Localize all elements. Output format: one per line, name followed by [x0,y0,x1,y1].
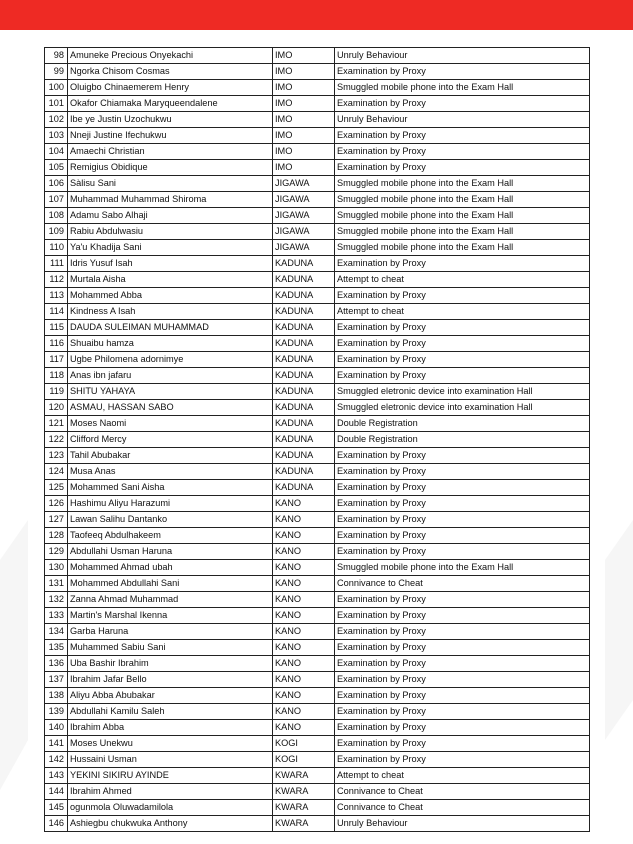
offence-cell: Examination by Proxy [335,528,590,544]
offence-cell: Examination by Proxy [335,448,590,464]
table-row [45,720,590,736]
state-cell: IMO [273,80,335,96]
table-row [45,320,590,336]
candidate-name-cell: Garba Haruna [68,624,273,640]
serial-number-cell: 104 [45,144,68,160]
offence-cell: Attempt to cheat [335,304,590,320]
serial-number-cell: 143 [45,768,68,784]
state-cell: KADUNA [273,368,335,384]
serial-number-cell: 105 [45,160,68,176]
offence-cell: Examination by Proxy [335,464,590,480]
candidate-name-cell: YEKINI SIKIRU AYINDE [68,768,273,784]
state-cell: IMO [273,64,335,80]
candidate-name-cell: Hashimu Aliyu Harazumi [68,496,273,512]
serial-number-cell: 126 [45,496,68,512]
serial-number-cell: 99 [45,64,68,80]
state-cell: IMO [273,48,335,64]
state-cell: JIGAWA [273,176,335,192]
offence-cell: Smuggled mobile phone into the Exam Hall [335,240,590,256]
serial-number-cell: 124 [45,464,68,480]
header-bar [0,0,633,30]
table-row [45,224,590,240]
offence-cell: Examination by Proxy [335,688,590,704]
state-cell: KWARA [273,784,335,800]
candidate-name-cell: Ngorka Chisom Cosmas [68,64,273,80]
offence-cell: Examination by Proxy [335,480,590,496]
table-row [45,496,590,512]
serial-number-cell: 116 [45,336,68,352]
candidate-name-cell: Clifford Mercy [68,432,273,448]
serial-number-cell: 123 [45,448,68,464]
offence-cell: Examination by Proxy [335,368,590,384]
offence-cell: Attempt to cheat [335,272,590,288]
candidate-name-cell: Idris Yusuf Isah [68,256,273,272]
state-cell: JIGAWA [273,208,335,224]
table-row [45,352,590,368]
offence-cell: Examination by Proxy [335,544,590,560]
state-cell: KADUNA [273,336,335,352]
table-row [45,144,590,160]
serial-number-cell: 98 [45,48,68,64]
candidate-name-cell: Abdullahi Usman Haruna [68,544,273,560]
table-row [45,656,590,672]
table-row [45,592,590,608]
serial-number-cell: 146 [45,816,68,832]
candidate-name-cell: Mohammed Abba [68,288,273,304]
offence-cell: Double Registration [335,416,590,432]
table-row [45,64,590,80]
offence-cell: Examination by Proxy [335,160,590,176]
offence-cell: Examination by Proxy [335,608,590,624]
offence-cell: Smuggled mobile phone into the Exam Hall [335,176,590,192]
offence-cell: Examination by Proxy [335,640,590,656]
state-cell: JIGAWA [273,224,335,240]
offence-cell: Examination by Proxy [335,352,590,368]
table-row [45,80,590,96]
state-cell: KANO [273,672,335,688]
state-cell: KANO [273,560,335,576]
state-cell: KWARA [273,816,335,832]
serial-number-cell: 131 [45,576,68,592]
table-row [45,464,590,480]
offence-cell: Smuggled mobile phone into the Exam Hall [335,560,590,576]
offence-cell: Examination by Proxy [335,752,590,768]
offence-cell: Examination by Proxy [335,256,590,272]
serial-number-cell: 133 [45,608,68,624]
serial-number-cell: 136 [45,656,68,672]
table-row [45,160,590,176]
table-row [45,576,590,592]
table-row [45,384,590,400]
state-cell: KANO [273,576,335,592]
state-cell: KANO [273,592,335,608]
table-row [45,304,590,320]
candidate-name-cell: Ugbe Philomena adornimye [68,352,273,368]
offence-cell: Double Registration [335,432,590,448]
serial-number-cell: 145 [45,800,68,816]
state-cell: KANO [273,624,335,640]
table-row [45,672,590,688]
serial-number-cell: 119 [45,384,68,400]
offenders-table [44,47,590,832]
state-cell: KADUNA [273,320,335,336]
candidate-name-cell: Mohammed Ahmad ubah [68,560,273,576]
candidate-name-cell: Zanna Ahmad Muhammad [68,592,273,608]
serial-number-cell: 118 [45,368,68,384]
candidate-name-cell: SHITU YAHAYA [68,384,273,400]
state-cell: KADUNA [273,416,335,432]
serial-number-cell: 144 [45,784,68,800]
candidate-name-cell: Abdullahi Kamilu Saleh [68,704,273,720]
table-row [45,288,590,304]
table-row [45,240,590,256]
table-row [45,608,590,624]
candidate-name-cell: Ibrahim Abba [68,720,273,736]
candidate-name-cell: Okafor Chiamaka Maryqueendalene [68,96,273,112]
serial-number-cell: 127 [45,512,68,528]
serial-number-cell: 114 [45,304,68,320]
offence-cell: Examination by Proxy [335,496,590,512]
offence-cell: Attempt to cheat [335,768,590,784]
table-row [45,192,590,208]
table-row [45,336,590,352]
serial-number-cell: 121 [45,416,68,432]
table-row [45,96,590,112]
table-row [45,784,590,800]
candidate-name-cell: Ashiegbu chukwuka Anthony [68,816,273,832]
offence-cell: Smuggled mobile phone into the Exam Hall [335,224,590,240]
state-cell: JIGAWA [273,240,335,256]
state-cell: KADUNA [273,272,335,288]
offence-cell: Examination by Proxy [335,320,590,336]
serial-number-cell: 102 [45,112,68,128]
state-cell: KADUNA [273,352,335,368]
table-row [45,208,590,224]
offence-cell: Examination by Proxy [335,64,590,80]
offence-cell: Examination by Proxy [335,736,590,752]
candidate-name-cell: Hussaini Usman [68,752,273,768]
candidate-name-cell: Anas ibn jafaru [68,368,273,384]
offence-cell: Examination by Proxy [335,512,590,528]
offence-cell: Examination by Proxy [335,96,590,112]
candidate-name-cell: Lawan Salihu Dantanko [68,512,273,528]
table-row [45,400,590,416]
serial-number-cell: 138 [45,688,68,704]
state-cell: KANO [273,720,335,736]
table-row [45,48,590,64]
state-cell: KADUNA [273,448,335,464]
candidate-name-cell: Martin's Marshal Ikenna [68,608,273,624]
candidate-name-cell: Ibe ye Justin Uzochukwu [68,112,273,128]
candidate-name-cell: Taofeeq Abdulhakeem [68,528,273,544]
state-cell: KANO [273,640,335,656]
state-cell: KADUNA [273,384,335,400]
table-row [45,256,590,272]
serial-number-cell: 120 [45,400,68,416]
candidate-name-cell: Sàlisu Sani [68,176,273,192]
state-cell: KANO [273,528,335,544]
offence-cell: Unruly Behaviour [335,816,590,832]
offence-cell: Connivance to Cheat [335,784,590,800]
table-row [45,448,590,464]
serial-number-cell: 141 [45,736,68,752]
table-row [45,800,590,816]
offence-cell: Examination by Proxy [335,624,590,640]
table-row [45,432,590,448]
state-cell: KADUNA [273,400,335,416]
state-cell: KANO [273,608,335,624]
table-row [45,640,590,656]
table-row [45,624,590,640]
serial-number-cell: 107 [45,192,68,208]
state-cell: KADUNA [273,256,335,272]
state-cell: KANO [273,704,335,720]
state-cell: KOGI [273,752,335,768]
state-cell: KANO [273,544,335,560]
state-cell: JIGAWA [273,192,335,208]
candidate-name-cell: DAUDA SULEIMAN MUHAMMAD [68,320,273,336]
candidate-name-cell: Amuneke Precious Onyekachi [68,48,273,64]
candidate-name-cell: Remigius Obidique [68,160,273,176]
candidate-name-cell: Nneji Justine Ifechukwu [68,128,273,144]
state-cell: IMO [273,144,335,160]
state-cell: KADUNA [273,464,335,480]
state-cell: IMO [273,160,335,176]
table-row [45,768,590,784]
table-row [45,528,590,544]
state-cell: KWARA [273,768,335,784]
table-row [45,816,590,832]
serial-number-cell: 130 [45,560,68,576]
offence-cell: Examination by Proxy [335,720,590,736]
state-cell: KADUNA [273,480,335,496]
offence-cell: Unruly Behaviour [335,112,590,128]
table-body [45,48,590,832]
table-row [45,512,590,528]
table-row [45,112,590,128]
candidate-name-cell: Musa Anas [68,464,273,480]
candidate-name-cell: Rabiu Abdulwasiu [68,224,273,240]
serial-number-cell: 142 [45,752,68,768]
serial-number-cell: 109 [45,224,68,240]
serial-number-cell: 139 [45,704,68,720]
offence-cell: Examination by Proxy [335,592,590,608]
candidate-name-cell: Uba Bashir Ibrahim [68,656,273,672]
serial-number-cell: 108 [45,208,68,224]
serial-number-cell: 100 [45,80,68,96]
serial-number-cell: 135 [45,640,68,656]
serial-number-cell: 113 [45,288,68,304]
candidate-name-cell: Mohammed Abdullahi Sani [68,576,273,592]
offence-cell: Examination by Proxy [335,128,590,144]
state-cell: KADUNA [273,288,335,304]
candidate-name-cell: Amaechi Christian [68,144,273,160]
table-row [45,544,590,560]
serial-number-cell: 110 [45,240,68,256]
candidate-name-cell: Ya'u Khadija Sani [68,240,273,256]
table-row [45,560,590,576]
candidate-name-cell: Muhammad Muhammad Shiroma [68,192,273,208]
table-row [45,704,590,720]
state-cell: KANO [273,512,335,528]
state-cell: KADUNA [273,432,335,448]
offence-cell: Smuggled eletronic device into examination Hall [335,384,590,400]
offence-cell: Smuggled mobile phone into the Exam Hall [335,208,590,224]
serial-number-cell: 137 [45,672,68,688]
serial-number-cell: 106 [45,176,68,192]
serial-number-cell: 132 [45,592,68,608]
serial-number-cell: 115 [45,320,68,336]
serial-number-cell: 112 [45,272,68,288]
candidate-name-cell: Ibrahim Ahmed [68,784,273,800]
offenders-table-wrapper [44,47,589,832]
state-cell: IMO [273,96,335,112]
table-row [45,688,590,704]
offence-cell: Examination by Proxy [335,656,590,672]
offence-cell: Connivance to Cheat [335,800,590,816]
state-cell: KWARA [273,800,335,816]
candidate-name-cell: Adamu Sabo Alhaji [68,208,273,224]
serial-number-cell: 103 [45,128,68,144]
offence-cell: Connivance to Cheat [335,576,590,592]
table-row [45,128,590,144]
offence-cell: Examination by Proxy [335,336,590,352]
serial-number-cell: 101 [45,96,68,112]
serial-number-cell: 117 [45,352,68,368]
candidate-name-cell: ogunmola Oluwadamilola [68,800,273,816]
candidate-name-cell: Mohammed Sani Aisha [68,480,273,496]
candidate-name-cell: Shuaibu hamza [68,336,273,352]
table-row [45,272,590,288]
offence-cell: Smuggled mobile phone into the Exam Hall [335,192,590,208]
state-cell: IMO [273,112,335,128]
table-row [45,416,590,432]
state-cell: KOGI [273,736,335,752]
offence-cell: Examination by Proxy [335,672,590,688]
table-row [45,176,590,192]
serial-number-cell: 122 [45,432,68,448]
candidate-name-cell: Moses Naomi [68,416,273,432]
table-row [45,736,590,752]
serial-number-cell: 129 [45,544,68,560]
table-row [45,480,590,496]
offence-cell: Unruly Behaviour [335,48,590,64]
serial-number-cell: 111 [45,256,68,272]
serial-number-cell: 140 [45,720,68,736]
candidate-name-cell: Aliyu Abba Abubakar [68,688,273,704]
table-row [45,368,590,384]
offence-cell: Smuggled mobile phone into the Exam Hall [335,80,590,96]
offence-cell: Examination by Proxy [335,144,590,160]
serial-number-cell: 125 [45,480,68,496]
serial-number-cell: 128 [45,528,68,544]
state-cell: KANO [273,688,335,704]
candidate-name-cell: Murtala Aisha [68,272,273,288]
serial-number-cell: 134 [45,624,68,640]
state-cell: IMO [273,128,335,144]
offence-cell: Examination by Proxy [335,704,590,720]
candidate-name-cell: Oluigbo Chinaemerem Henry [68,80,273,96]
candidate-name-cell: Moses Unekwu [68,736,273,752]
candidate-name-cell: Kindness A Isah [68,304,273,320]
state-cell: KANO [273,496,335,512]
offence-cell: Smuggled eletronic device into examination Hall [335,400,590,416]
table-row [45,752,590,768]
offence-cell: Examination by Proxy [335,288,590,304]
candidate-name-cell: ASMAU, HASSAN SABO [68,400,273,416]
candidate-name-cell: Tahil Abubakar [68,448,273,464]
candidate-name-cell: Ibrahim Jafar Bello [68,672,273,688]
state-cell: KADUNA [273,304,335,320]
state-cell: KANO [273,656,335,672]
candidate-name-cell: Muhammed Sabiu Sani [68,640,273,656]
